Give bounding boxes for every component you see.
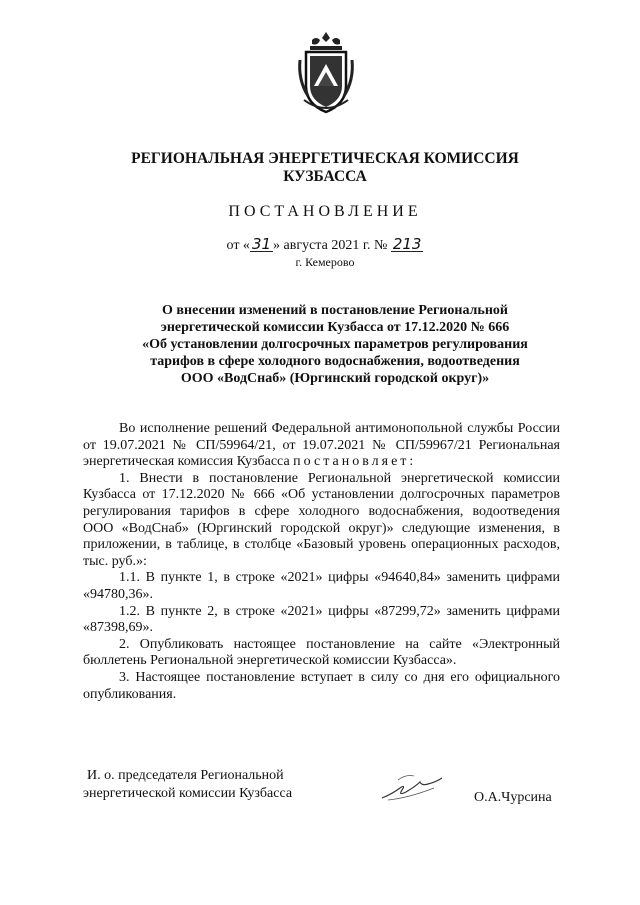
signatory-title-line-2: энергетической комиссии Кузбасса [83,786,293,801]
subject-line-2: энергетической комиссии Кузбасса от 17.12.2020 № 666 [160,320,510,335]
intro-verb: постановляет: [293,454,417,470]
date-prefix: от « [226,238,250,253]
item-1-2: 1.2. В пункте 2, в строке «2021» цифры «87299,72» заменить цифрами «87398,69». [83,603,560,636]
coat-of-arms-icon [296,30,356,116]
document-subject [100,302,570,387]
handwritten-signature-icon [378,768,448,804]
document-number: 213 [392,235,422,253]
organization-line-2: КУЗБАССА [283,168,367,185]
date-suffix: » августа 2021 г. № [273,238,388,253]
organization-title [60,150,590,186]
item-1-1: 1.1. В пункте 1, в строке «2021» цифры «94640,84» заменить цифрами «94780,36». [83,570,560,602]
document-body [83,421,560,703]
date-line [60,237,590,254]
document-type: ПОСТАНОВЛЕНИЕ [228,203,422,220]
signatory-title [83,767,292,803]
intro-paragraph [83,421,560,471]
signatory-name: О.А.Чурсина [474,790,552,805]
subject-line-4: тарифов в сфере холодного водоснабжения, водоотведения [150,354,520,369]
subject-line-5: ООО «ВодСнаб» (Юргинский городской округ)» [180,371,490,386]
subject-line-3: «Об установлении долгосрочных параметров регулирования [142,337,528,352]
organization-line-1: РЕГИОНАЛЬНАЯ ЭНЕРГЕТИЧЕСКАЯ КОМИССИЯ [131,150,519,167]
item-3: 3. Настоящее постановление вступает в силу со дня его официального опубликования. [83,669,560,702]
city: г. Кемерово [295,255,355,269]
date-day: 31 [251,235,272,253]
item-2: 2. Опубликовать настоящее постановление на сайте «Электронный бюллетень Региональной энергетической комиссии Кузбасса». [83,636,560,669]
signatory-title-line-1: И. о. председателя Региональной [87,768,284,783]
subject-line-1: О внесении изменений в постановление Региональной [162,303,508,318]
item-1: 1. Внести в постановление Региональной энергетической комиссии Кузбасса от 17.12.2020 № 666 «Об установлении долгосрочных параметров регулирования тарифов в сфере холодного водоснабжения, водоотведения ООО «ВодСнаб» (Юргинский городской округ)» следующие изменения, в приложении, в таблице, в столбце «Базовый уровень операционных расходов, тыс. руб.»: [83,470,560,569]
intro-text: Во исполнение решений Федеральной антимонопольной службы России от 19.07.2021 № СП/59964/21, от 19.07.2021 № СП/59967/21 Региональная энергетическая комиссия Кузбасса [83,421,560,470]
